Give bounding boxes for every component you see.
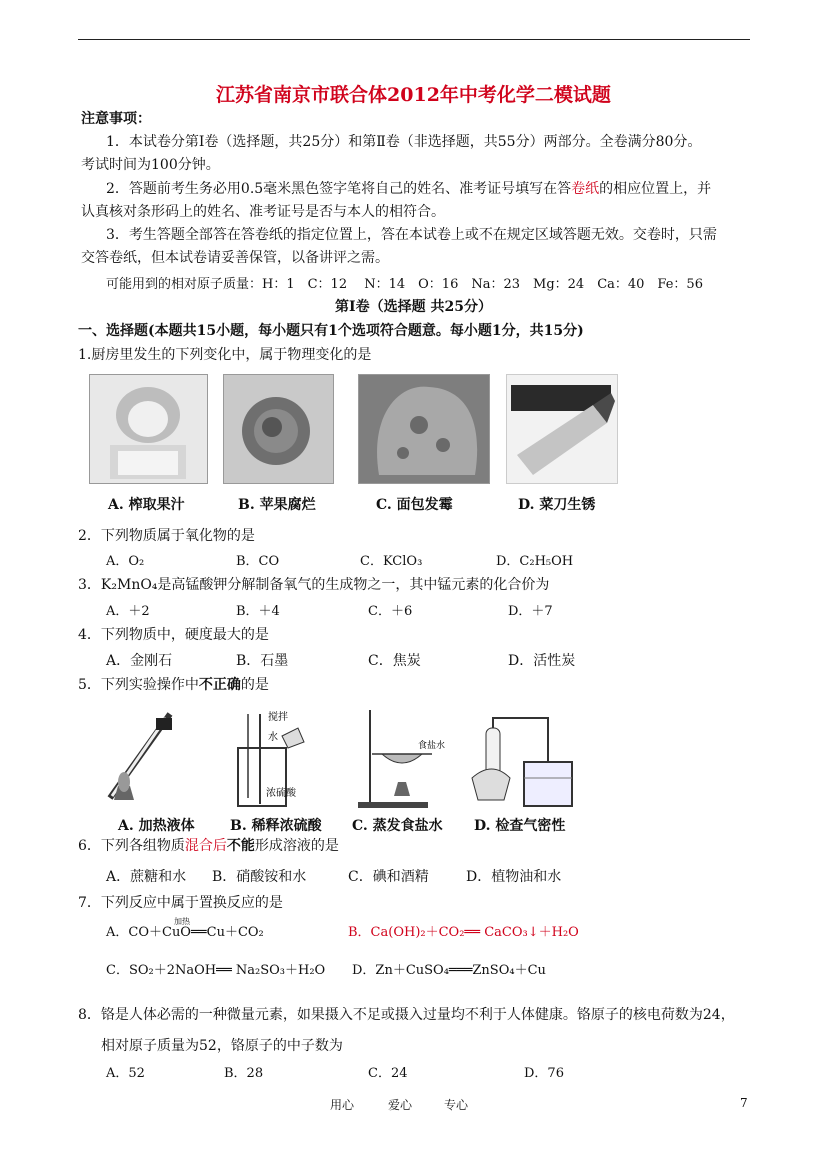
q7-option-a-condition: 加热 xyxy=(174,917,190,926)
q6-stem xyxy=(78,835,339,855)
q2-option-a: A．O₂ xyxy=(106,554,145,569)
q6-stem-red: 混合后 xyxy=(184,838,227,854)
q5-stem-pre: 5．下列实验操作中 xyxy=(78,677,199,693)
q3-option-a: A．＋2 xyxy=(106,604,150,619)
apparatus-evaporation xyxy=(358,710,445,808)
notice-line-2b: 认真核对条形码上的姓名、准考证号是否与本人的相符合。 xyxy=(81,204,445,220)
q6-option-c: C．碘和酒精 xyxy=(348,869,429,885)
q7-stem: 7．下列反应中属于置换反应的是 xyxy=(78,895,283,911)
q1-image-rusty-knife xyxy=(506,374,618,484)
notice-heading: 注意事项： xyxy=(81,111,151,127)
q1-image-moldy-bread xyxy=(358,374,490,484)
label-salt-water: 食盐水 xyxy=(418,741,446,751)
q5-caption-a: A. 加热液体 xyxy=(118,818,195,834)
q8-option-d: D．76 xyxy=(524,1066,564,1081)
q3-option-b: B．＋4 xyxy=(236,604,280,619)
notice-line-1a: 1．本试卷分第Ⅰ卷（选择题，共25分）和第Ⅱ卷（非选择题，共55分）两部分。全卷满分80分。 xyxy=(106,134,702,150)
q6-stem-bold: 不能 xyxy=(226,838,255,854)
q3-stem: 3．K₂MnO₄是高锰酸钾分解制备氧气的生成物之一，其中锰元素的化合价为 xyxy=(78,577,550,593)
apple-illustration xyxy=(224,375,333,483)
apparatus-diluting-acid xyxy=(238,710,304,806)
q4-option-c: C．焦炭 xyxy=(368,653,421,669)
juicer-illustration xyxy=(90,375,207,483)
q1-caption-b: B. 苹果腐烂 xyxy=(238,497,316,513)
q3-option-c: C．＋6 xyxy=(368,604,413,619)
q4-option-d: D．活性炭 xyxy=(508,653,576,669)
q8-option-c: C．24 xyxy=(368,1066,408,1081)
q5-stem-post: 的是 xyxy=(240,677,269,693)
q4-option-a: A．金刚石 xyxy=(106,653,173,669)
label-stir: 搅拌 xyxy=(268,712,288,723)
footer-motto-1: 用心 xyxy=(330,1098,355,1112)
notice-line-3a: 3．考生答题全部答在答卷纸的指定位置上，答在本试卷上或不在规定区域答题无效。交卷时，只需 xyxy=(106,227,717,243)
q8-option-a: A．52 xyxy=(106,1066,145,1081)
part1-title: 第Ⅰ卷（选择题 共25分） xyxy=(335,299,492,315)
q5-apparatus-figures xyxy=(100,708,620,812)
q5-caption-d: D. 检查气密性 xyxy=(474,818,566,834)
q2-option-c: C．KClO₃ xyxy=(360,554,423,569)
section1-heading: 一、选择题(本题共15小题，每小题只有1个选项符合题意。每小题1分，共15分) xyxy=(78,323,584,339)
q6-stem-pre: 6．下列各组物质 xyxy=(78,838,185,854)
bread-illustration xyxy=(359,375,489,483)
q7-option-d: D．Zn＋CuSO₄═══ZnSO₄＋Cu xyxy=(352,963,546,978)
label-acid: 浓硫酸 xyxy=(266,788,296,799)
label-water: 水 xyxy=(268,732,278,743)
q1-stem: 1.厨房里发生的下列变化中，属于物理变化的是 xyxy=(78,347,372,363)
q1-caption-d: D. 菜刀生锈 xyxy=(518,497,596,513)
q1-caption-a: A. 榨取果汁 xyxy=(108,497,185,513)
q6-option-d: D．植物油和水 xyxy=(466,869,562,885)
q1-image-rotten-apple xyxy=(223,374,334,484)
header-rule xyxy=(78,39,750,40)
notice-line-2a-red: 卷纸 xyxy=(571,181,600,197)
atomic-masses: 可能用到的相对原子质量：H：1 C：12 N：14 O：16 Na：23 Mg：24 Ca：40 Fe：56 xyxy=(106,277,703,292)
footer-motto-3: 专心 xyxy=(444,1098,469,1112)
q2-option-d: D．C₂H₅OH xyxy=(496,554,574,569)
q5-stem-bold: 不正确 xyxy=(198,677,241,693)
notice-line-2a-post: 的相应位置上，并 xyxy=(599,181,712,197)
q5-stem xyxy=(78,674,269,694)
q7-option-c: C．SO₂＋2NaOH══ Na₂SO₃＋H₂O xyxy=(106,963,326,978)
q3-option-d: D．＋7 xyxy=(508,604,553,619)
q8-line-2: 相对原子质量为52，铬原子的中子数为 xyxy=(101,1038,343,1054)
knife-illustration xyxy=(507,375,617,483)
q5-caption-c: C. 蒸发食盐水 xyxy=(352,818,443,834)
apparatus-airtightness xyxy=(472,718,572,806)
q8-line-1: 8．铬是人体必需的一种微量元素，如果摄入不足或摄入过量均不利于人体健康。铬原子的核电荷数为24， xyxy=(78,1007,735,1023)
q7-option-a: A．CO＋CuO══Cu＋CO₂ xyxy=(106,925,264,940)
q2-stem: 2．下列物质属于氧化物的是 xyxy=(78,528,255,544)
q4-option-b: B．石墨 xyxy=(236,653,289,669)
q6-option-a: A．蔗糖和水 xyxy=(106,869,187,885)
page-number: 7 xyxy=(740,1096,748,1110)
q8-option-b: B．28 xyxy=(224,1066,264,1081)
page-title: 江苏省南京市联合体2012年中考化学二模试题 xyxy=(216,84,611,106)
q7-option-b: B．Ca(OH)₂＋CO₂══ CaCO₃↓＋H₂O xyxy=(348,925,579,940)
q1-caption-c: C. 面包发霉 xyxy=(376,497,453,513)
q6-stem-post: 形成溶液的是 xyxy=(254,838,339,854)
footer-motto-2: 爱心 xyxy=(388,1098,413,1112)
q6-option-b: B．硝酸铵和水 xyxy=(212,869,307,885)
notice-line-2a-pre: 2．答题前考生务必用0.5毫米黑色签字笔将自己的姓名、准考证号填写在答 xyxy=(106,181,572,197)
notice-line-3b: 交答卷纸，但本试卷请妥善保管，以备讲评之需。 xyxy=(81,250,389,266)
q2-option-b: B．CO xyxy=(236,554,280,569)
notice-line-2a xyxy=(106,178,711,198)
q4-stem: 4．下列物质中，硬度最大的是 xyxy=(78,627,269,643)
notice-line-1b: 考试时间为100分钟。 xyxy=(81,157,220,173)
q5-caption-b: B. 稀释浓硫酸 xyxy=(230,818,322,834)
apparatus-heating-liquid xyxy=(110,714,172,800)
q1-image-juicer xyxy=(89,374,208,484)
